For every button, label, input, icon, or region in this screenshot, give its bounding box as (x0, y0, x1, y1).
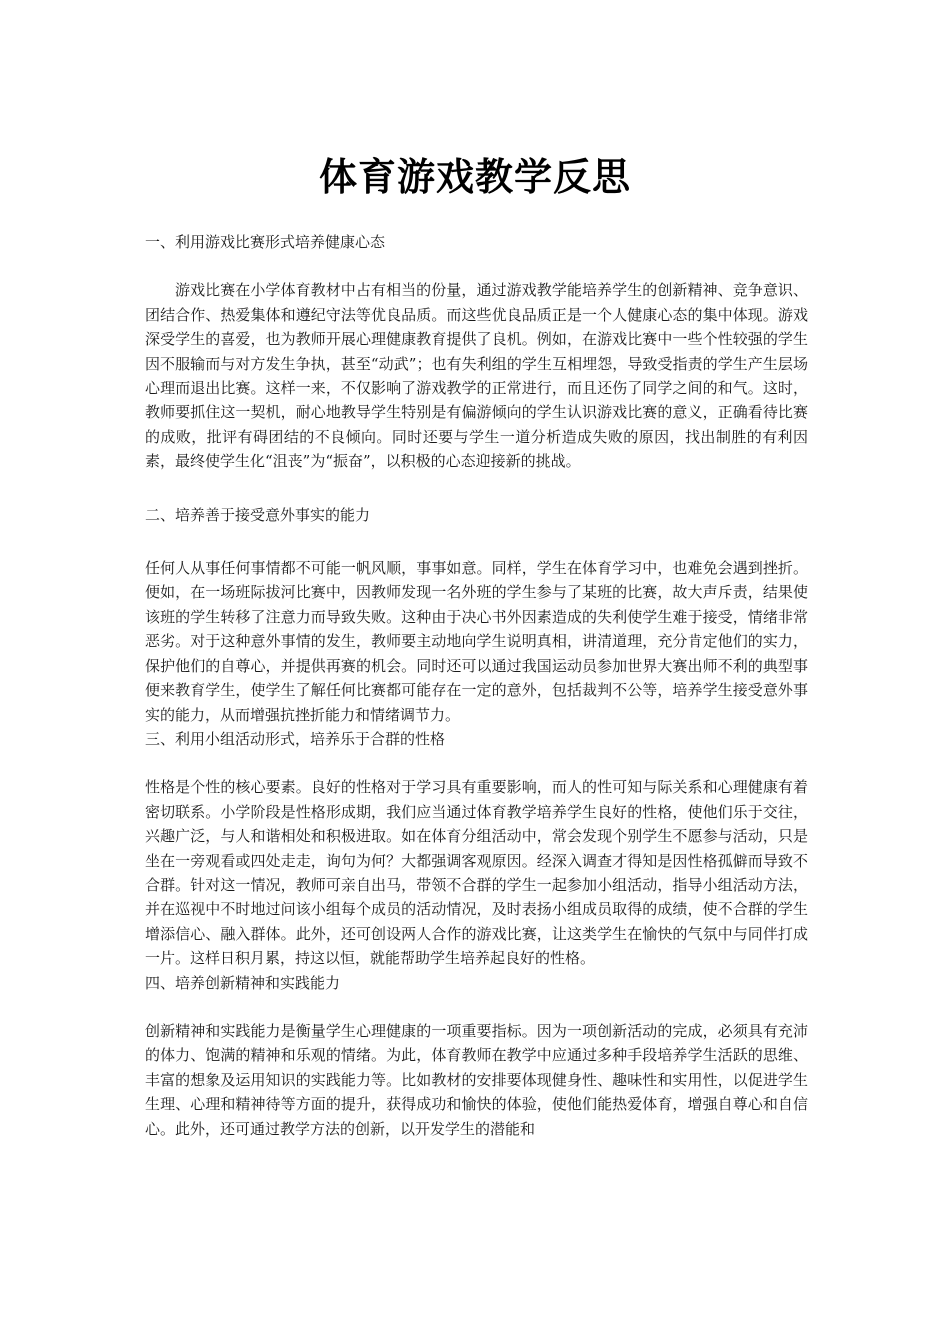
section-4-heading: 四、培养创新精神和实践能力 (145, 973, 341, 992)
section-3-heading: 三、利用小组活动形式，培养乐于合群的性格 (145, 729, 446, 748)
section-2-paragraph: 任何人从事任何事情都不可能一帆风顺，事事如意。同样，学生在体育学习中，也难免会遇到挫折。便如，在一场班际拔河比赛中，因教师发现一名外班的学生参与了某班的比赛，故大声斥责，结果使该班的学生转移了注意力而导致失败。这种由于决心书外因素造成的失利使学生难于接受，情绪非常恶劣。对于这种意外事情的发生，教师要主动地向学生说明真相，讲清道理，充分肯定他们的实力，保护他们的自尊心，并提供再赛的机会。同时还可以通过我国运动员参加世界大赛出师不利的典型事便来教育学生，使学生了解任何比赛都可能存在一定的意外，包括裁判不公等，培养学生接受意外事实的能力，从而增强抗挫折能力和情绪调节力。 (145, 559, 808, 724)
section-4-paragraph: 创新精神和实践能力是衡量学生心理健康的一项重要指标。因为一项创新活动的完成，必须具有充沛的体力、饱满的精神和乐观的情绪。为此，体育教师在教学中应通过多种手段培养学生活跃的思维、丰富的想象及运用知识的实践能力等。比如教材的安排要体现健身性、趣味性和实用性，以促进学生生理、心理和精神待等方面的提升，获得成功和愉快的体验，使他们能热爱体育，增强自尊心和自信心。此外，还可通过教学方法的创新，以开发学生的潜能和 (145, 1021, 808, 1138)
section-1-paragraph: 游戏比赛在小学体育教材中占有相当的份量，通过游戏教学能培养学生的创新精神、竞争意识、团结合作、热爱集体和遵纪守法等优良品质。而这些优良品质正是一个人健康心态的集中体现。游戏深受学生的喜爱，也为教师开展心理健康教育提供了良机。例如，在游戏比赛中一些个性较强的学生因不服输而与对方发生争执，甚至“动武”；也有失利组的学生互相埋怨，导致受指责的学生产生层场心理而退出比赛。这样一来，不仅影响了游戏教学的正常进行，而且还伤了同学之间的和气。这时，教师要抓住这一契机，耐心地教导学生特别是有偏游倾向的学生认识游戏比赛的意义，正确看待比赛的成败，批评有碍团结的不良倾向。同时还要与学生一道分析造成失败的原因，找出制胜的有利因素，最终使学生化“沮丧”为“振奋”，以积极的心态迎接新的挑战。 (145, 281, 808, 471)
section-3-paragraph: 性格是个性的核心要素。良好的性格对于学习具有重要影响，而人的性可知与际关系和心理健康有着密切联系。小学阶段是性格形成期，我们应当通过体育教学培养学生良好的性格，使他们乐于交往，兴趣广泛，与人和谐相处和积极进取。如在体育分组活动中，常会发现个别学生不愿参与活动，只是坐在一旁观看或四处走走，询句为何？大都强调客观原因。经深入调查才得知是因性格孤僻而导致不合群。针对这一情况，教师可亲自出马，带领不合群的学生一起参加小组活动，指导小组活动方法，并在巡视中不时地过问该小组每个成员的活动情况，及时表扬小组成员取得的成绩，使不合群的学生增添信心、融入群体。此外，还可创设两人合作的游戏比赛，让这类学生在愉快的气氛中与同伴打成一片。这样日积月累，持这以恒，就能帮助学生培养起良好的性格。 (145, 778, 808, 968)
section-2-heading: 二、培养善于接受意外事实的能力 (145, 505, 371, 524)
document-body (145, 230, 808, 1141)
document-title: 体育游戏教学反思 (318, 155, 631, 199)
section-1-heading: 一、利用游戏比赛形式培养健康心态 (145, 233, 386, 251)
